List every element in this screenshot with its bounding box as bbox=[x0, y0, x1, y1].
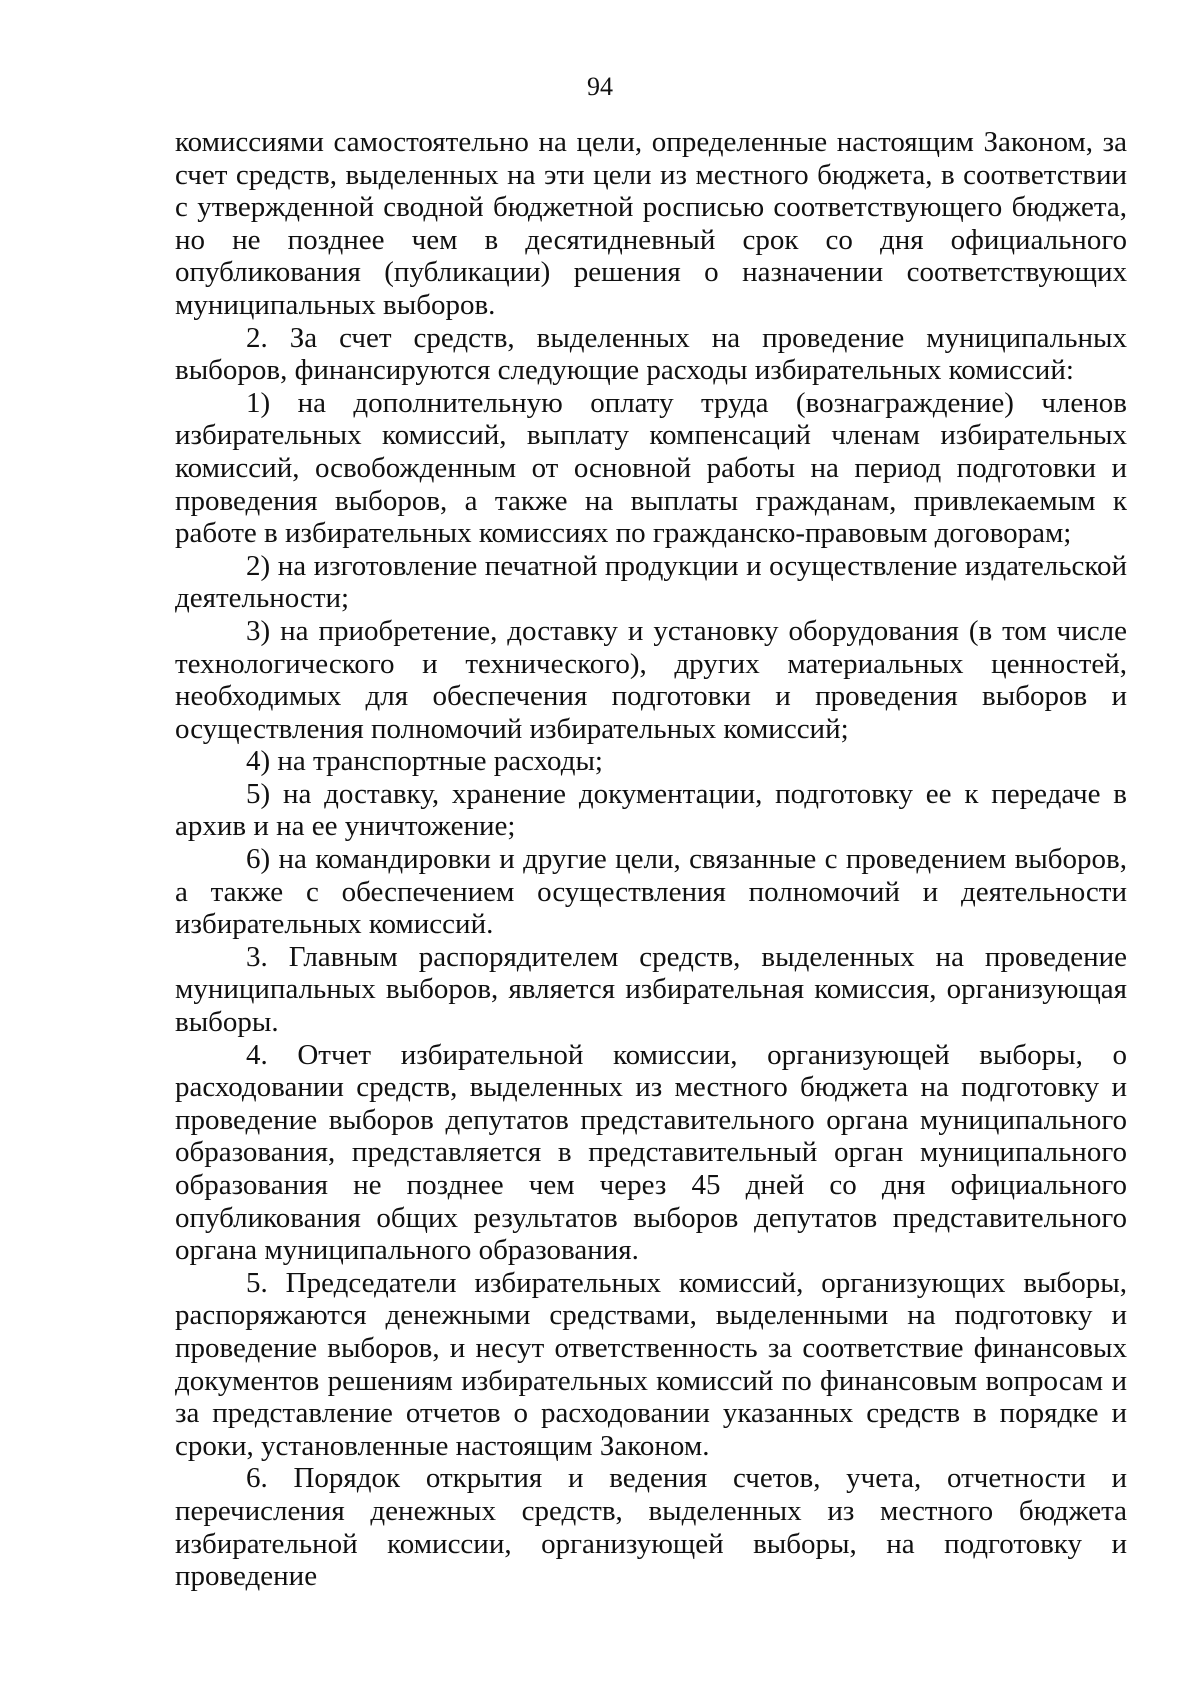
document-body bbox=[175, 126, 1127, 1593]
paragraph-4: 4. Отчет избирательной комиссии, организующей выборы, о расходовании средств, выделенных из местного бюджета на подготовку и проведение выборов депутатов представительного органа муниципального образования, представляется в представительный орган муниципального образования не позднее чем через 45 дней со дня официального опубликования общих результатов выборов депутатов представительного органа муниципального образования. bbox=[175, 1038, 1127, 1267]
paragraph-2-item-5: 5) на доставку, хранение документации, подготовку ее к передаче в архив и на ее уничтожение; bbox=[175, 777, 1127, 843]
paragraph-2-item-1: 1) на дополнительную оплату труда (вознаграждение) членов избирательных комиссий, выплату компенсаций членам избирательных комиссий, освобожденным от основной работы на период подготовки и проведения выборов, а также на выплаты гражданам, привлекаемым к работе в избирательных комиссиях по гражданско-правовым договорам; bbox=[175, 386, 1127, 550]
paragraph-2: 2. За счет средств, выделенных на проведение муниципальных выборов, финансируются следующие расходы избирательных комиссий: bbox=[175, 321, 1127, 387]
paragraph-2-item-3: 3) на приобретение, доставку и установку оборудования (в том числе технологического и технического), других материальных ценностей, необходимых для обеспечения подготовки и проведения выборов и осуществления полномочий избирательных комиссий; bbox=[175, 614, 1127, 745]
paragraph-5: 5. Председатели избирательных комиссий, организующих выборы, распоряжаются денежными средствами, выделенными на подготовку и проведение выборов, и несут ответственность за соответствие финансовых документов решениям избирательных комиссий по финансовым вопросам и за представление отчетов о расходовании указанных средств в порядке и сроки, установленные настоящим Законом. bbox=[175, 1266, 1127, 1462]
paragraph-3: 3. Главным распорядителем средств, выделенных на проведение муниципальных выборов, является избирательная комиссия, организующая выборы. bbox=[175, 940, 1127, 1039]
page-number: 94 bbox=[587, 72, 613, 101]
paragraph-2-item-6: 6) на командировки и другие цели, связанные с проведением выборов, а также с обеспечением осуществления полномочий и деятельности избирательных комиссий. bbox=[175, 843, 1127, 941]
paragraph-2-item-2: 2) на изготовление печатной продукции и осуществление издательской деятельности; bbox=[175, 549, 1127, 615]
paragraph-6: 6. Порядок открытия и ведения счетов, учета, отчетности и перечисления денежных средств, выделенных из местного бюджета избирательной комиссии, организующей выборы, на подготовку и проведение bbox=[175, 1462, 1127, 1593]
paragraph-2-item-4: 4) на транспортные расходы; bbox=[246, 745, 603, 778]
paragraph-intro: комиссиями самостоятельно на цели, определенные настоящим Законом, за счет средств, выделенных на эти цели из местного бюджета, в соответствии с утвержденной сводной бюджетной росписью соответствующего бюджета, но не позднее чем в десятидневный срок со дня официального опубликования (публикации) решения о назначении соответствующих муниципальных выборов. bbox=[175, 126, 1127, 321]
